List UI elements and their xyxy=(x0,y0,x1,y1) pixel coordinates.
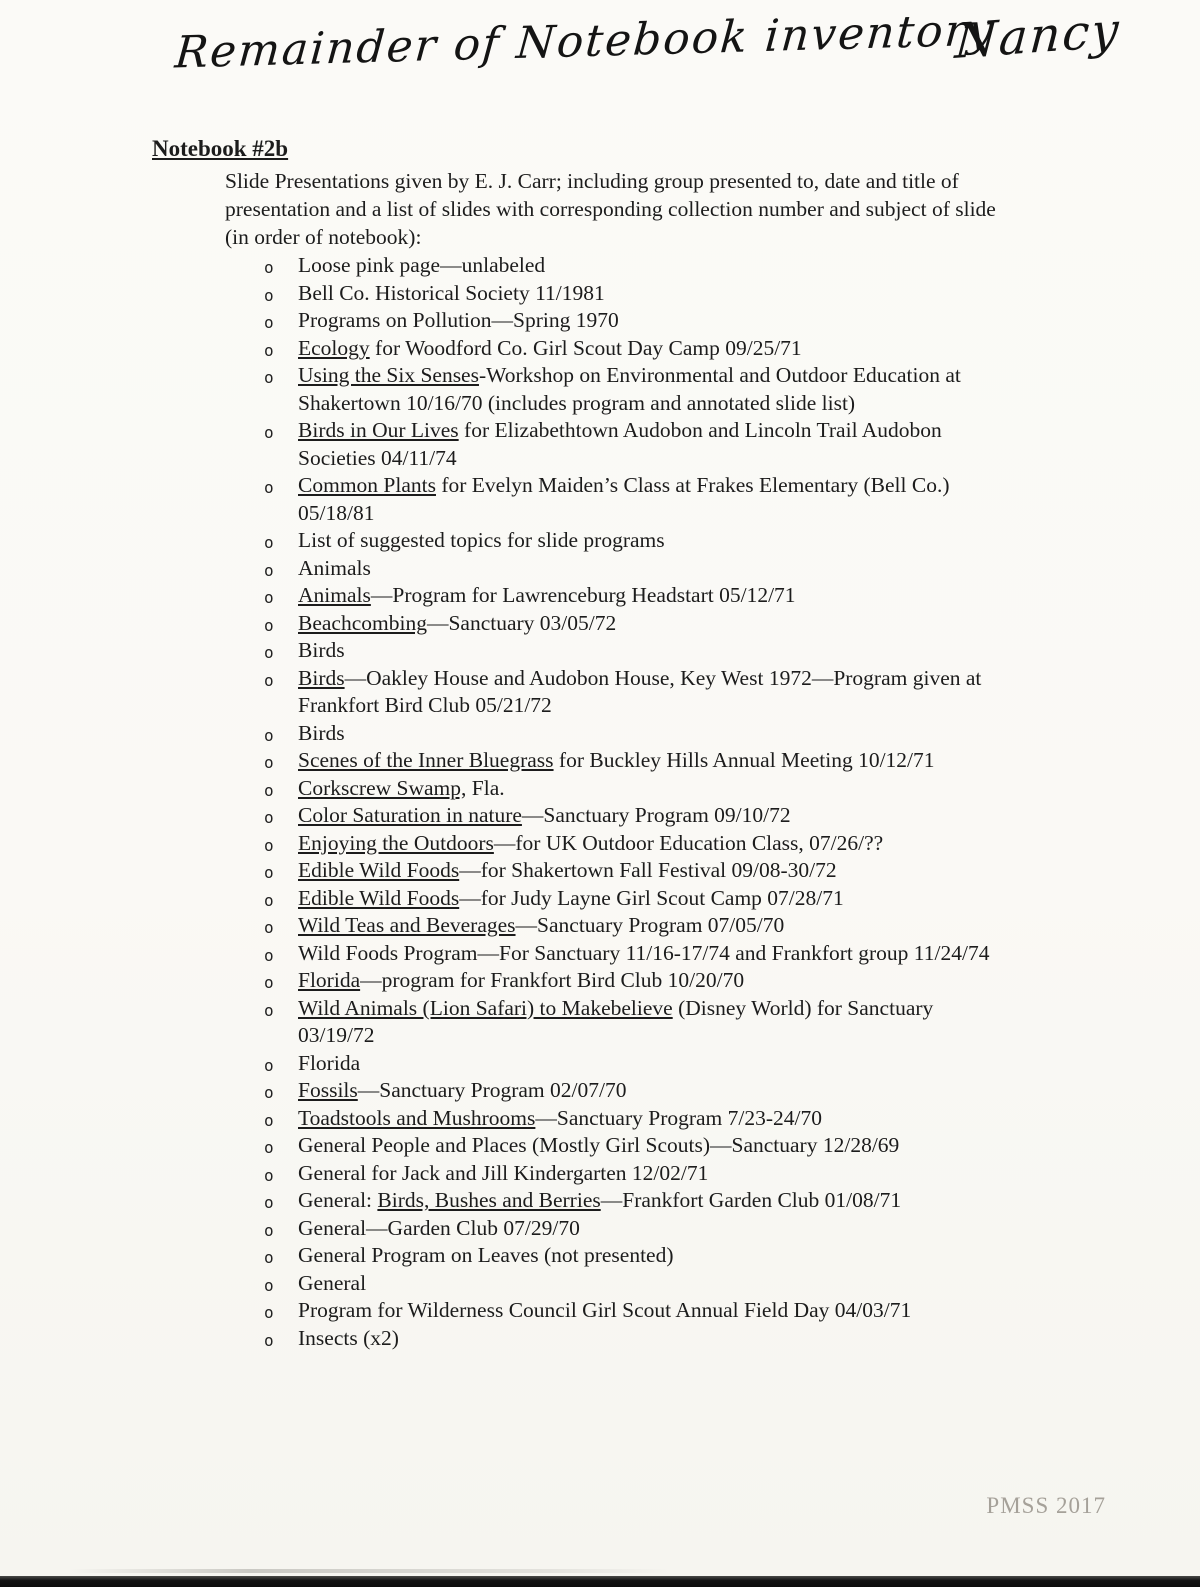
circle-bullet-icon: o xyxy=(264,588,274,607)
circle-bullet-icon: o xyxy=(264,1138,274,1157)
list-item-text: Animals xyxy=(298,555,371,580)
list-item-text: Ecology for Woodford Co. Girl Scout Day Camp 09/25/71 xyxy=(298,335,802,360)
list-item xyxy=(262,830,1007,858)
circle-bullet-icon: o xyxy=(264,423,274,442)
list-item-text: General People and Places (Mostly Girl Scouts)—Sanctuary 12/28/69 xyxy=(298,1133,900,1157)
watermark-text: PMSS 2017 xyxy=(986,1493,1106,1518)
handwritten-title: Remainder of Notebook inventory xyxy=(173,4,997,79)
handwritten-name: Nancy xyxy=(953,2,1123,70)
list-item xyxy=(262,747,1007,775)
list-item-text: Color Saturation in nature—Sanctuary Program 09/10/72 xyxy=(298,803,791,827)
list-item-text: Scenes of the Inner Bluegrass for Buckley Hills Annual Meeting 10/12/71 xyxy=(298,748,935,772)
list-item xyxy=(262,1242,1007,1270)
list-item-text: Beachcombing—Sanctuary 03/05/72 xyxy=(298,610,617,635)
list-item xyxy=(262,335,1007,363)
scan-edge-bar xyxy=(0,1576,1200,1587)
list-item-text: Wild Animals (Lion Safari) to Makebelieve (Disney World) for Sanctuary 03/19/72 xyxy=(298,995,934,1047)
list-item xyxy=(262,912,1007,940)
list-item-text: Birds xyxy=(298,638,345,662)
list-item xyxy=(262,940,1007,968)
list-item-text: General: Birds, Bushes and Berries—Frankfort Garden Club 01/08/71 xyxy=(298,1188,902,1212)
list-item xyxy=(262,1325,1007,1353)
circle-bullet-icon: o xyxy=(264,560,274,580)
list-item xyxy=(262,555,1007,583)
notebook-heading: Notebook #2b xyxy=(152,136,289,161)
list-item-text: Wild Foods Program—For Sanctuary 11/16-17/74 and Frankfort group 11/24/74 xyxy=(298,940,990,965)
list-item-text: Bell Co. Historical Society 11/1981 xyxy=(298,280,605,305)
list-item xyxy=(262,417,1007,472)
list-item xyxy=(262,1077,1007,1105)
circle-bullet-icon: o xyxy=(264,340,274,360)
circle-bullet-icon: o xyxy=(264,285,274,305)
list-item xyxy=(262,1050,1007,1078)
list-item-text: Corkscrew Swamp, Fla. xyxy=(298,775,505,800)
list-item-text: Animals—Program for Lawrenceburg Headstart 05/12/71 xyxy=(298,583,796,607)
list-item-text: Using the Six Senses-Workshop on Environmental and Outdoor Education at Shakertown 10/16/70 (includes program and annotated slide list) xyxy=(298,363,961,415)
list-item-text: Toadstools and Mushrooms—Sanctuary Program 7/23-24/70 xyxy=(298,1105,823,1130)
circle-bullet-icon: o xyxy=(264,863,274,882)
circle-bullet-icon: o xyxy=(264,1275,274,1295)
list-item-text: Loose pink page—unlabeled xyxy=(298,253,546,277)
circle-bullet-icon: o xyxy=(264,780,274,800)
circle-bullet-icon: o xyxy=(264,918,274,937)
list-item xyxy=(262,1270,1007,1298)
list-item-text: Wild Teas and Beverages—Sanctuary Program 07/05/70 xyxy=(298,913,785,937)
list-item xyxy=(262,885,1007,913)
circle-bullet-icon: o xyxy=(264,725,274,745)
circle-bullet-icon: o xyxy=(264,753,274,772)
list-item-text: Program for Wilderness Council Girl Scout Annual Field Day 04/03/71 xyxy=(298,1298,912,1322)
list-item xyxy=(262,665,1007,720)
list-item xyxy=(262,1105,1007,1133)
list-item xyxy=(262,1187,1007,1215)
intro-paragraph: Slide Presentations given by E. J. Carr; including group presented to, date and title of presentation and a list of slides with corresponding collection number and subject of slide (in order of notebook): xyxy=(225,169,996,249)
circle-bullet-icon: o xyxy=(264,808,274,827)
list-item-text: General Program on Leaves (not presented) xyxy=(298,1243,674,1267)
circle-bullet-icon: o xyxy=(264,1110,274,1130)
list-item-text: Birds in Our Lives for Elizabethtown Audobon and Lincoln Trail Audobon Societies 04/11/74 xyxy=(298,418,942,470)
list-item xyxy=(262,637,1007,665)
list-item xyxy=(262,527,1007,555)
list-item-text: Birds xyxy=(298,720,345,745)
document-body xyxy=(152,136,1052,1352)
circle-bullet-icon: o xyxy=(264,835,274,855)
list-item xyxy=(262,582,1007,610)
list-item-text: Programs on Pollution—Spring 1970 xyxy=(298,308,619,332)
list-item xyxy=(262,252,1007,280)
list-item xyxy=(262,720,1007,748)
list-item xyxy=(262,967,1007,995)
list-item xyxy=(262,775,1007,803)
list-item xyxy=(262,1215,1007,1243)
list-item-text: Edible Wild Foods—for Judy Layne Girl Scout Camp 07/28/71 xyxy=(298,885,844,910)
list-item-text: General xyxy=(298,1270,367,1295)
circle-bullet-icon: o xyxy=(264,478,274,497)
list-item-text: Birds—Oakley House and Audobon House, Key West 1972—Program given at Frankfort Bird Club 05/21/72 xyxy=(298,665,982,717)
circle-bullet-icon: o xyxy=(264,1248,274,1267)
circle-bullet-icon: o xyxy=(264,1193,274,1212)
circle-bullet-icon: o xyxy=(264,615,274,635)
list-item-text: Florida xyxy=(298,1050,361,1075)
circle-bullet-icon: o xyxy=(264,890,274,910)
circle-bullet-icon: o xyxy=(264,533,274,552)
circle-bullet-icon: o xyxy=(264,1303,274,1322)
list-item xyxy=(262,307,1007,335)
circle-bullet-icon: o xyxy=(264,1000,274,1020)
list-item xyxy=(262,857,1007,885)
list-item-text: Edible Wild Foods—for Shakertown Fall Festival 09/08-30/72 xyxy=(298,858,837,882)
list-item-text: General for Jack and Jill Kindergarten 12/02/71 xyxy=(298,1160,709,1185)
circle-bullet-icon: o xyxy=(264,945,274,965)
list-item-text: Florida—program for Frankfort Bird Club 10/20/70 xyxy=(298,968,745,992)
circle-bullet-icon: o xyxy=(264,670,274,690)
list-item xyxy=(262,362,1007,417)
circle-bullet-icon: o xyxy=(264,313,274,332)
list-item xyxy=(262,802,1007,830)
circle-bullet-icon: o xyxy=(264,1330,274,1350)
list-item xyxy=(262,280,1007,308)
circle-bullet-icon: o xyxy=(264,973,274,992)
list-item-text: General—Garden Club 07/29/70 xyxy=(298,1215,580,1240)
slide-presentation-list xyxy=(262,252,1007,1352)
list-item xyxy=(262,610,1007,638)
list-item xyxy=(262,1132,1007,1160)
circle-bullet-icon: o xyxy=(264,1055,274,1075)
circle-bullet-icon: o xyxy=(264,1083,274,1102)
list-item-text: Enjoying the Outdoors—for UK Outdoor Education Class, 07/26/?? xyxy=(298,830,884,855)
circle-bullet-icon: o xyxy=(264,368,274,387)
circle-bullet-icon: o xyxy=(264,258,274,277)
list-item xyxy=(262,472,1007,527)
list-item-text: Insects (x2) xyxy=(298,1325,399,1350)
list-item-text: Fossils—Sanctuary Program 02/07/70 xyxy=(298,1078,627,1102)
list-item xyxy=(262,1160,1007,1188)
circle-bullet-icon: o xyxy=(264,643,274,662)
list-item-text: Common Plants for Evelyn Maiden’s Class at Frakes Elementary (Bell Co.) 05/18/81 xyxy=(298,473,950,525)
circle-bullet-icon: o xyxy=(264,1220,274,1240)
list-item xyxy=(262,1297,1007,1325)
list-item xyxy=(262,995,1007,1050)
list-item-text: List of suggested topics for slide programs xyxy=(298,528,665,552)
scan-artifact xyxy=(70,1569,670,1573)
circle-bullet-icon: o xyxy=(264,1165,274,1185)
